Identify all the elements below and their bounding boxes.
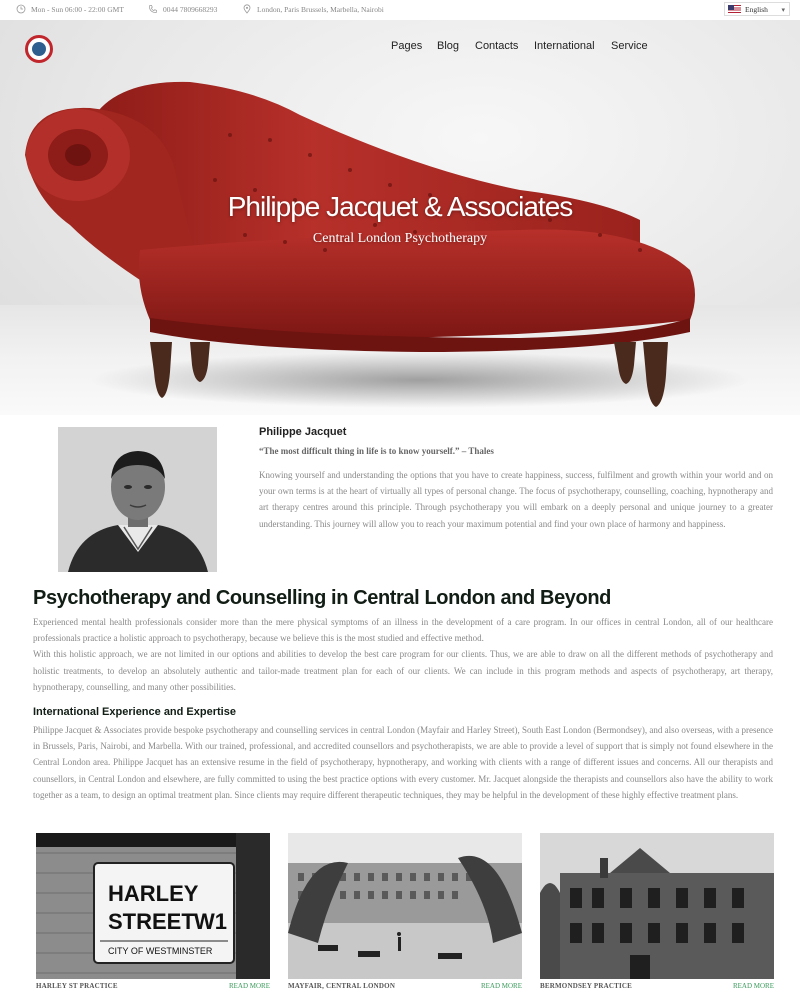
phone-text[interactable]: 0044 7809668293 [163, 4, 218, 14]
locations-text: London, Paris Brussels, Marbella, Nairobi [257, 4, 384, 14]
nav-item-pages[interactable]: Pages [391, 40, 423, 52]
read-more-link[interactable]: READ MORE [480, 982, 522, 990]
hero-subtitle: Central London Psychotherapy [312, 231, 488, 246]
about-quote: “The most difficult thing in life is to know yourself.” – Thales [259, 446, 494, 456]
main-nav [0, 40, 800, 56]
phone-item[interactable] [148, 4, 217, 14]
section2-paragraph: Philippe Jacquet & Associates provide bespoke psychotherapy and counselling services in central London (Mayfair and Harley Street), South East London (Bermondsey), and also overseas, with a presence in Brussels, Paris, Nairobi, and Marbella. With our trained, professional, and accredited counsellors and psychotherapists, we are able to provide a level of support that is simply not found elsewhere in the Central London area. Philippe Jacquet has an extensive resume in the field of psychotherapy, hypnotherapy, and working with clients with a range of different issues and concerns. All our therapists and counsellors, in Central London and elsewhere, are fully committed to using the best practice options with every customer. Mr. Jacquet alongside the therapists and counsellors also have the ability to work together as a team, to design an optimal treatment plan. Since clients may require different therapeutic techniques, they may be helpful in the development of these highly effective treatment plans. [33, 725, 773, 800]
portrait-photo [58, 427, 217, 572]
practice-card-harley[interactable] [36, 833, 270, 993]
top-info-bar [0, 0, 800, 20]
nav-item-international[interactable]: International [534, 40, 595, 52]
section1-text [33, 614, 773, 695]
practice-caption: MAYFAIR, CENTRAL LONDON [288, 982, 396, 990]
read-more-link[interactable]: READ MORE [732, 982, 774, 990]
practice-caption: HARLEY ST PRACTICE [36, 982, 118, 990]
practice-caption: BERMONDSEY PRACTICE [540, 982, 633, 990]
hero-banner [0, 20, 800, 415]
section1-paragraph-2: With this holistic approach, we are not limited in our options and abilities to develop the best care program for our clients. Thus, we are able to draw on all the different methods of psychotherapy and holistic treatments, to develop an absolutely authentic and tailor-made treatment plan for each of our clients. We can include in this program methods and aspects of psychotherapy, art therapy, hypnotherapy, counselling, and many other possibilities. [33, 649, 773, 692]
map-pin-icon [242, 4, 252, 14]
us-flag-icon [728, 5, 741, 13]
nav-item-service[interactable]: Service [611, 40, 648, 52]
section-heading-psychotherapy: Psychotherapy and Counselling in Central London and Beyond [33, 587, 611, 609]
sign-code: W1 [194, 909, 227, 934]
read-more-link[interactable]: READ MORE [228, 982, 270, 990]
hours-item [16, 4, 124, 14]
about-name: Philippe Jacquet [259, 426, 347, 438]
hero-title: Philippe Jacquet & Associates [227, 191, 573, 222]
locations-item [242, 4, 384, 14]
section1-paragraph-1: Experienced mental health professionals consider more than the mere physical symptoms of an illness in the development of a care program. In our offices in central London, all of our healthcare professionals practice a holistic approach to psychotherapy, because we believe this is the most studied and effective method. [33, 617, 773, 644]
harley-street-image [36, 833, 270, 979]
sign-line-street: STREET [108, 909, 195, 934]
clock-icon [16, 4, 26, 14]
language-value: English [745, 4, 768, 14]
sign-line-harley: HARLEY [108, 881, 199, 906]
practice-card-mayfair[interactable] [288, 833, 522, 993]
sign-line-city: CITY OF WESTMINSTER [108, 946, 213, 956]
mayfair-square-image [288, 833, 522, 979]
about-text: Knowing yourself and understanding the options that you have to create happiness, success, fulfilment and growth within your world and on your own terms is at the heart of virtually all types of personal change. The focus of psychotherapy, counselling, coaching, hypnotherapy and art therapy centres around this principle. Through psychotherapy you will embark on a deeply personal and unique journey to a greater understanding. This journey will allow you to reach your maximum potential and find your own place of harmony and happiness. [259, 470, 773, 529]
section-heading-international: International Experience and Expertise [33, 706, 236, 718]
bermondsey-building-image [540, 833, 774, 979]
nav-item-blog[interactable]: Blog [437, 40, 460, 52]
practice-card-bermondsey[interactable] [540, 833, 774, 993]
chevron-down-icon: ▾ [781, 6, 785, 14]
language-select[interactable] [724, 2, 790, 16]
hours-text: Mon - Sun 06:00 - 22:00 GMT [31, 4, 124, 14]
phone-icon [148, 4, 158, 14]
nav-item-contacts[interactable]: Contacts [475, 40, 519, 52]
